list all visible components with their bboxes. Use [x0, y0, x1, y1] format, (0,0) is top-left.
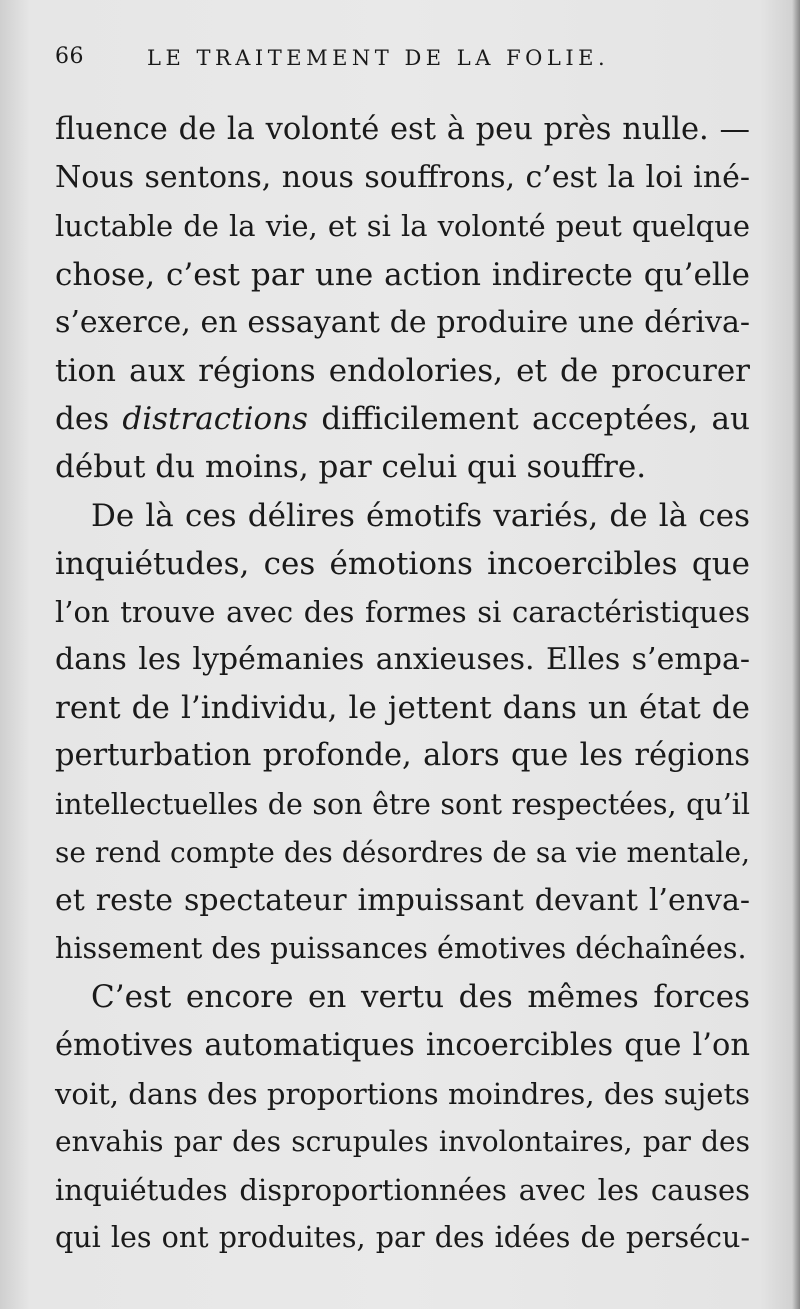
page-header: [55, 40, 755, 80]
text-line: s’exerce, en essayant de produire une dériva-: [55, 304, 750, 340]
text-line: qui les ont produites, par des idées de persécu-: [55, 1221, 750, 1255]
body-text: [55, 106, 750, 1263]
text-line: émotives automatiques incoercibles que l’on: [55, 1027, 750, 1063]
text-line: tion aux régions endolories, et de procurer: [55, 352, 750, 389]
text-line: [55, 395, 750, 443]
text-line: inquiétudes, ces émotions incoercibles que: [55, 545, 750, 582]
text-line: C’est encore en vertu des mêmes forces: [91, 979, 750, 1016]
text-line: De là ces délires émotifs variés, de là ces: [91, 497, 750, 534]
text-segment: difficilement acceptées, au: [308, 401, 750, 438]
text-line: hissement des puissances émotives déchaînées.: [55, 932, 747, 966]
text-line: luctable de la vie, et si la volonté peut quelque: [55, 209, 750, 244]
page-number: 66: [55, 44, 84, 69]
text-line: Nous sentons, nous souffrons, c’est la loi iné-: [55, 160, 750, 196]
text-line: chose, c’est par une action indirecte qu’elle: [55, 256, 750, 293]
text-line: rent de l’individu, le jettent dans un état de: [55, 690, 750, 727]
text-line: dans les lypémanies anxieuses. Elles s’empa-: [55, 642, 750, 678]
text-line: se rend compte des désordres de sa vie mentale,: [55, 835, 750, 869]
text-line: fluence de la volonté est à peu près nulle. —: [55, 112, 750, 147]
text-line: et reste spectateur impuissant devant l’enva-: [55, 883, 750, 918]
running-title: LE TRAITEMENT DE LA FOLIE.: [147, 46, 610, 70]
text-line: inquiétudes disproportionnées avec les causes: [55, 1173, 750, 1208]
text-line: voit, dans des proportions moindres, des sujets: [55, 1076, 750, 1111]
text-segment: des: [55, 401, 123, 438]
text-line: envahis par des scrupules involontaires, par des: [55, 1124, 750, 1158]
text-line: intellectuelles de son être sont respectées, qu’il: [55, 787, 750, 821]
text-line: début du moins, par celui qui souffre.: [55, 449, 647, 486]
text-line: perturbation profonde, alors que les régions: [55, 738, 750, 774]
italic-word: distractions: [122, 401, 309, 438]
text-line: l’on trouve avec des formes si caractéristiques: [55, 594, 750, 629]
